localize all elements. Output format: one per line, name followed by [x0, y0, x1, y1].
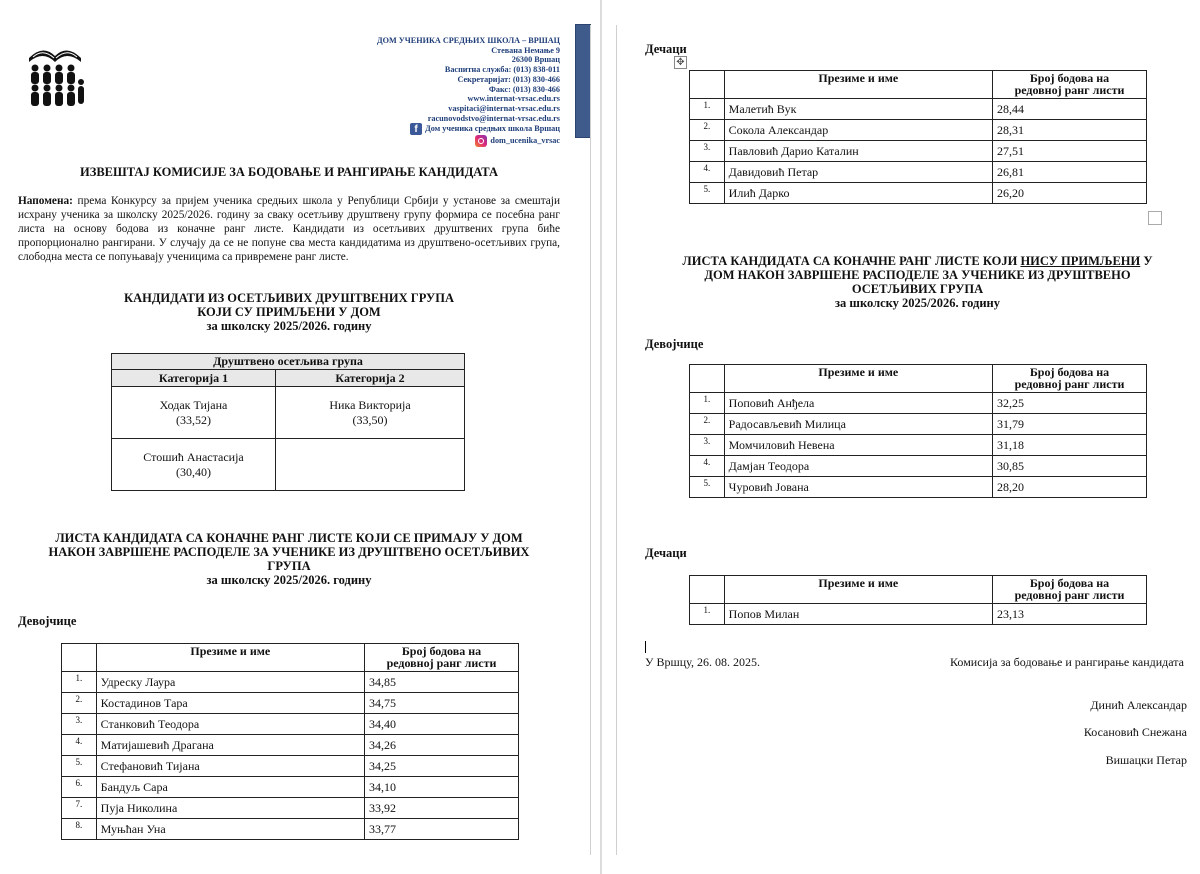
fax: Факс: (013) 830-466 — [488, 84, 560, 94]
table-row — [62, 672, 519, 693]
candidate-name: Стошић Анастасија — [143, 449, 244, 464]
candidate-name: Станковић Теодора — [96, 714, 364, 735]
candidate-name: Дамјан Теодора — [724, 456, 992, 477]
table-row — [62, 735, 519, 756]
candidate-name: Илић Дарко — [724, 183, 992, 204]
table-row — [62, 819, 519, 840]
instagram-row[interactable] — [475, 135, 560, 147]
index-header — [62, 644, 97, 672]
vulnerable-title-line-2: КОЈИ СУ ПРИМЉЕНИ У ДОМ — [197, 305, 381, 319]
candidate-name: Матијашевић Драгана — [96, 735, 364, 756]
row-index: 2. — [62, 693, 97, 714]
table-header-row — [690, 365, 1147, 393]
candidate-points: 34,26 — [364, 735, 518, 756]
name-header: Презиме и име — [96, 644, 364, 672]
report-title: ИЗВЕШТАЈ КОМИСИЈЕ ЗА БОДОВАЊЕ И РАНГИРАЊЕ КАНДИДАТА — [80, 165, 498, 179]
row-index: 6. — [62, 777, 97, 798]
candidate-name: Радосављевић Милица — [724, 414, 992, 435]
candidate-name: Сокола Александар — [724, 120, 992, 141]
admitted-boys-table — [689, 70, 1147, 204]
rejected-title-underlined: НИСУ ПРИМЉЕНИ — [1020, 254, 1141, 268]
points-header-line-1: Број бодова на — [1029, 71, 1110, 85]
candidate-points: (33,50) — [352, 412, 388, 427]
vulnerable-cell — [112, 439, 276, 491]
candidate-name: Малетић Вук — [724, 99, 992, 120]
candidate-points: 31,79 — [992, 414, 1146, 435]
points-header — [992, 365, 1146, 393]
candidate-name: Бандуљ Сара — [96, 777, 364, 798]
table-move-handle-icon[interactable]: ✥ — [674, 56, 687, 69]
name-header: Презиме и име — [724, 71, 992, 99]
rejected-girls-table — [689, 364, 1147, 498]
website-link[interactable]: www.internat-vrsac.edu.rs — [467, 94, 560, 104]
email-link-2[interactable]: racunovodstvo@internat-vrsac.edu.rs — [427, 113, 560, 123]
row-index: 3. — [62, 714, 97, 735]
candidate-points: 27,51 — [992, 141, 1146, 162]
points-header — [992, 576, 1146, 604]
row-index: 1. — [690, 604, 725, 625]
candidate-points: 34,40 — [364, 714, 518, 735]
email-link-1[interactable]: vaspitaci@internat-vrsac.edu.rs — [448, 103, 560, 113]
points-header — [364, 644, 518, 672]
committee-member: Динић Александар — [1090, 698, 1187, 712]
table-row — [690, 141, 1147, 162]
points-header-line-2: редовној ранг листи — [1014, 377, 1125, 391]
points-header-line-2: редовној ранг листи — [1014, 588, 1125, 602]
street: Стевана Немање 9 — [491, 45, 560, 55]
points-header-line-1: Број бодова на — [1029, 576, 1110, 590]
table-header-row — [62, 644, 519, 672]
candidate-points: 32,25 — [992, 393, 1146, 414]
committee-member: Вишацки Петар — [1105, 753, 1187, 767]
admitted-title-line-1: ЛИСТА КАНДИДАТА СА КОНАЧНЕ РАНГ ЛИСТЕ КОЈИ СЕ ПРИМАЈУ У ДОМ — [55, 531, 523, 545]
page-2-margin-line — [616, 25, 617, 855]
rejected-title-line-4: за школску 2025/2026. годину — [835, 296, 1000, 310]
table-row — [690, 604, 1147, 625]
row-index: 3. — [690, 141, 725, 162]
points-header-line-1: Број бодова на — [401, 644, 482, 658]
candidate-name: Костадинов Тара — [96, 693, 364, 714]
note-paragraph — [18, 194, 560, 264]
committee-member: Косановић Снежана — [1083, 725, 1187, 739]
instagram-label: dom_ucenika_vrsac — [490, 136, 560, 146]
table-row — [62, 777, 519, 798]
candidate-name: Удреску Лаура — [96, 672, 364, 693]
admitted-title-line-4: за школску 2025/2026. годину — [206, 573, 372, 587]
candidate-name: Стефановић Тијана — [96, 756, 364, 777]
table-resize-handle-icon[interactable] — [1148, 211, 1162, 225]
candidate-points: 28,31 — [992, 120, 1146, 141]
candidate-name: Давидовић Петар — [724, 162, 992, 183]
category-2-header: Категорија 2 — [276, 370, 465, 387]
row-index: 4. — [690, 162, 725, 183]
table-row — [690, 99, 1147, 120]
table-row — [62, 798, 519, 819]
row-index: 5. — [62, 756, 97, 777]
rejected-title — [645, 254, 1190, 310]
candidate-points: 34,10 — [364, 777, 518, 798]
rejected-title-part-a: ЛИСТА КАНДИДАТА СА КОНАЧНЕ РАНГ ЛИСТЕ КОЈИ — [682, 254, 1021, 268]
vulnerable-group-table — [111, 353, 465, 491]
city: 26300 Вршац — [511, 55, 560, 65]
row-index: 8. — [62, 819, 97, 840]
row-index: 2. — [690, 414, 725, 435]
candidate-points: 26,81 — [992, 162, 1146, 183]
educator-phone: Васпитна служба: (013) 838-011 — [444, 65, 560, 75]
table-row — [62, 693, 519, 714]
candidate-name: Ходак Тијана — [159, 397, 228, 412]
candidate-points: (33,52) — [176, 412, 211, 427]
rejected-title-line-2: ДОМ НАКОН ЗАВРШЕНЕ РАСПОДЕЛЕ ЗА УЧЕНИКЕ ИЗ ДРУШТВЕНО — [704, 268, 1131, 282]
candidate-points: 26,20 — [992, 183, 1146, 204]
facebook-icon: f — [410, 123, 422, 135]
row-index: 4. — [690, 456, 725, 477]
table-row — [690, 393, 1147, 414]
admitted-girls-table — [61, 643, 519, 840]
vulnerable-cell-empty — [276, 439, 465, 491]
table-row — [62, 756, 519, 777]
note-text: према Конкурсу за пријем ученика средњих школа у Републици Србији у установе за смештаји исхрану ученика за школску 2025/2026. годину за сваку осетљиву друштвену групу формира се посебна ранг листа на основу бодова из коначне ранг листе. Кандидати из осетљивих друштвених група биће пропорционално рангирани. У случају да се не попуне сва места кандидатима из друштвено-осетљивих група, слободна места се попуњавају ученицима са привремене ранг листе. — [18, 195, 560, 263]
rejected-title-line-3: ОСЕТЉИВИХ ГРУПА — [851, 282, 984, 296]
name-header: Презиме и име — [724, 365, 992, 393]
candidate-name: Ника Викторија — [329, 397, 411, 412]
table-header-row — [690, 576, 1147, 604]
candidate-points: 23,13 — [992, 604, 1146, 625]
rejected-girls-heading: Девојчице — [645, 337, 704, 351]
row-index: 1. — [690, 99, 725, 120]
candidate-points: (30,40) — [176, 464, 211, 479]
candidate-points: 31,18 — [992, 435, 1146, 456]
table-row — [690, 435, 1147, 456]
candidate-points: 30,85 — [992, 456, 1146, 477]
row-index: 4. — [62, 735, 97, 756]
vulnerable-title-line-3: за школску 2025/2026. годину — [206, 319, 372, 333]
points-header-line-2: редовној ранг листи — [386, 656, 497, 670]
table-row — [690, 414, 1147, 435]
facebook-label: Дом ученика средњих школа Вршац — [425, 124, 560, 134]
school-logo — [25, 40, 85, 112]
candidate-points: 34,85 — [364, 672, 518, 693]
candidate-name: Пуја Николина — [96, 798, 364, 819]
candidate-name: Момчиловић Невена — [724, 435, 992, 456]
table-row — [690, 120, 1147, 141]
admitted-boys-heading: Дечаци — [645, 42, 687, 56]
table-row — [690, 477, 1147, 498]
row-index: 1. — [62, 672, 97, 693]
points-header — [992, 71, 1146, 99]
header-blue-bar — [575, 24, 591, 138]
points-header-line-1: Број бодова на — [1029, 365, 1110, 379]
page-2 — [602, 0, 1200, 874]
row-index: 2. — [690, 120, 725, 141]
row-index: 5. — [690, 477, 725, 498]
vulnerable-title-line-1: КАНДИДАТИ ИЗ ОСЕТЉИВИХ ДРУШТВЕНИХ ГРУПА — [124, 291, 454, 305]
rejected-title-part-b: У — [1140, 254, 1153, 268]
candidate-points: 28,20 — [992, 477, 1146, 498]
candidate-points: 33,92 — [364, 798, 518, 819]
place-date: У Вршцу, 26. 08. 2025. — [645, 655, 760, 669]
points-header-line-2: редовној ранг листи — [1014, 83, 1125, 97]
note-label: Напомена: — [18, 195, 73, 207]
index-header — [690, 576, 725, 604]
vulnerable-table-header: Друштвено осетљива група — [112, 354, 465, 370]
candidate-points: 34,25 — [364, 756, 518, 777]
row-index: 7. — [62, 798, 97, 819]
table-header-row — [690, 71, 1147, 99]
committee-label: Комисија за бодовање и рангирање кандидата — [950, 655, 1184, 669]
text-cursor — [645, 641, 646, 653]
candidate-points: 34,75 — [364, 693, 518, 714]
candidate-name: Попов Милан — [724, 604, 992, 625]
name-header: Презиме и име — [724, 576, 992, 604]
page-1-margin-line — [590, 25, 591, 855]
instagram-icon — [475, 135, 487, 147]
row-index: 5. — [690, 183, 725, 204]
admitted-title — [18, 531, 560, 587]
row-index: 3. — [690, 435, 725, 456]
rejected-title-line-1 — [645, 254, 1190, 268]
rejected-boys-table — [689, 575, 1147, 625]
vulnerable-title — [18, 291, 560, 333]
vulnerable-cell — [276, 387, 465, 439]
candidate-points: 33,77 — [364, 819, 518, 840]
admitted-girls-heading: Девојчице — [18, 614, 77, 628]
candidate-points: 28,44 — [992, 99, 1146, 120]
candidate-name: Павловић Дарио Каталин — [724, 141, 992, 162]
table-row — [690, 183, 1147, 204]
index-header — [690, 71, 725, 99]
facebook-row[interactable] — [410, 123, 560, 135]
row-index: 1. — [690, 393, 725, 414]
candidate-name: Муњћан Уна — [96, 819, 364, 840]
candidate-name: Чуровић Јована — [724, 477, 992, 498]
index-header — [690, 365, 725, 393]
school-name: ДОМ УЧЕНИКА СРЕДЊИХ ШКОЛА – ВРШАЦ — [376, 36, 560, 45]
table-row — [62, 714, 519, 735]
contact-block — [300, 36, 560, 150]
category-1-header: Категорија 1 — [112, 370, 276, 387]
table-row — [690, 162, 1147, 183]
rejected-boys-heading: Дечаци — [645, 546, 687, 560]
vulnerable-cell — [112, 387, 276, 439]
secretary-phone: Секретаријат: (013) 830-466 — [457, 74, 560, 84]
admitted-title-line-2: НАКОН ЗАВРШЕНЕ РАСПОДЕЛЕ ЗА УЧЕНИКЕ ИЗ ДРУШТВЕНО ОСЕТЉИВИХ — [48, 545, 530, 559]
admitted-title-line-3: ГРУПА — [267, 559, 311, 573]
table-row — [690, 456, 1147, 477]
candidate-name: Поповић Анђела — [724, 393, 992, 414]
